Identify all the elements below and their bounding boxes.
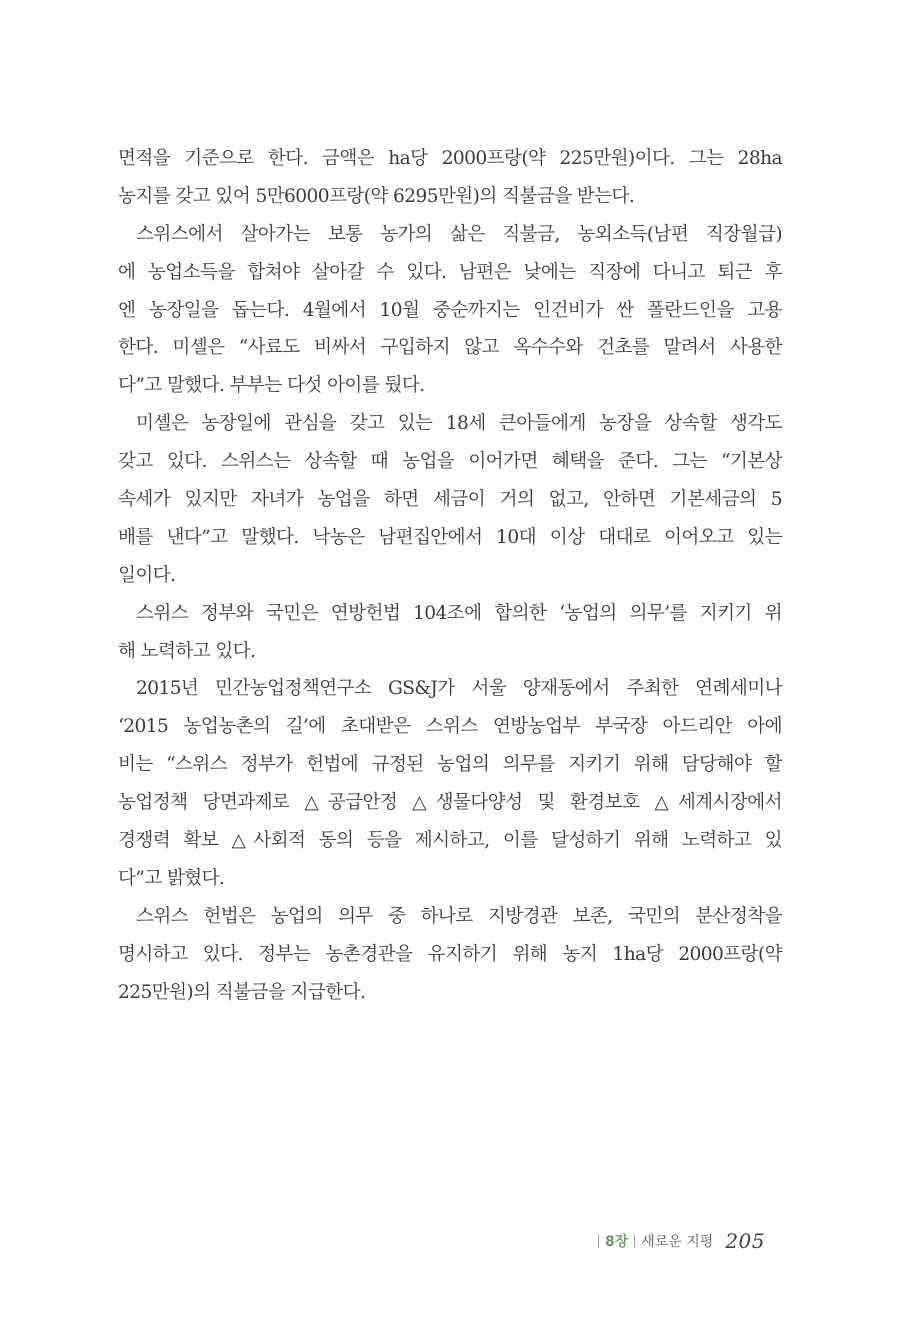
text-line: 엔 농장일을 돕는다. 4월에서 10월 중순까지는 인건비가 싼 폴란드인을 고용 bbox=[118, 299, 782, 321]
text-line: 비는 “스위스 정부가 헌법에 규정된 농업의 의무를 지키기 위해 담당해야 할 bbox=[118, 754, 782, 776]
body-text bbox=[118, 140, 782, 1011]
text-line: 해 노력하고 있다. bbox=[118, 640, 256, 662]
text-line: 명시하고 있다. 정부는 농촌경관을 유지하기 위해 농지 1ha당 2000프랑(약 bbox=[118, 943, 782, 965]
text-line: 스위스 정부와 국민은 연방헌법 104조에 합의한 ‘농업의 의무’를 지키기 위 bbox=[136, 602, 782, 624]
text-line: 농업정책 당면과제로 △공급안정 △생물다양성 및 환경보호 △세계시장에서 bbox=[118, 792, 782, 814]
text-line: 미셸은 농장일에 관심을 갖고 있는 18세 큰아들에게 농장을 상속할 생각도 bbox=[136, 413, 782, 435]
page-number: 205 bbox=[725, 1229, 765, 1253]
text-line: 스위스 헌법은 농업의 의무 중 하나로 지방경관 보존, 국민의 분산정착을 bbox=[136, 905, 782, 927]
text-line: ‘2015 농업농촌의 길’에 초대받은 스위스 연방농업부 부국장 아드리안 아에 bbox=[118, 716, 782, 738]
text-line: 225만원)의 직불금을 지급한다. bbox=[118, 981, 366, 1003]
text-line: 배를 낸다”고 말했다. 낙농은 남편집안에서 10대 이상 대대로 이어오고 있는 bbox=[118, 526, 782, 548]
text-line: 에 농업소득을 합쳐야 살아갈 수 있다. 남편은 낮에는 직장에 다니고 퇴근 후 bbox=[118, 261, 782, 283]
text-line: 면적을 기준으로 한다. 금액은 ha당 2000프랑(약 225만원)이다. 그는 28ha bbox=[118, 148, 782, 169]
text-line: 일이다. bbox=[118, 564, 176, 586]
running-footer bbox=[592, 1226, 765, 1256]
text-line: 스위스에서 살아가는 보통 농가의 삶은 직불금, 농외소득(남편 직장월급) bbox=[136, 223, 782, 245]
text-line: 다”고 밝혔다. bbox=[118, 867, 225, 889]
text-line: 2015년 민간농업정책연구소 GS&J가 서울 양재동에서 주최한 연례세미나 bbox=[136, 678, 782, 700]
chapter-title: 새로운 지평 bbox=[641, 1234, 714, 1250]
footer-divider bbox=[598, 1234, 599, 1248]
footer-divider bbox=[634, 1234, 635, 1248]
text-line: 갖고 있다. 스위스는 상속할 때 농업을 이어가면 혜택을 준다. 그는 “기본상 bbox=[118, 451, 782, 473]
text-line: 다”고 말했다. 부부는 다섯 아이를 뒀다. bbox=[118, 375, 425, 397]
text-line: 한다. 미셸은 “사료도 비싸서 구입하지 않고 옥수수와 건초를 말려서 사용한 bbox=[118, 337, 782, 359]
text-line: 경쟁력 확보 △사회적 동의 등을 제시하고, 이를 달성하기 위해 노력하고 있 bbox=[118, 830, 782, 852]
text-line: 농지를 갖고 있어 5만6000프랑(약 6295만원)의 직불금을 받는다. bbox=[118, 185, 635, 207]
chapter-label: 8장 bbox=[604, 1234, 629, 1250]
text-line: 속세가 있지만 자녀가 농업을 하면 세금이 거의 없고, 안하면 기본세금의 5 bbox=[118, 489, 782, 511]
